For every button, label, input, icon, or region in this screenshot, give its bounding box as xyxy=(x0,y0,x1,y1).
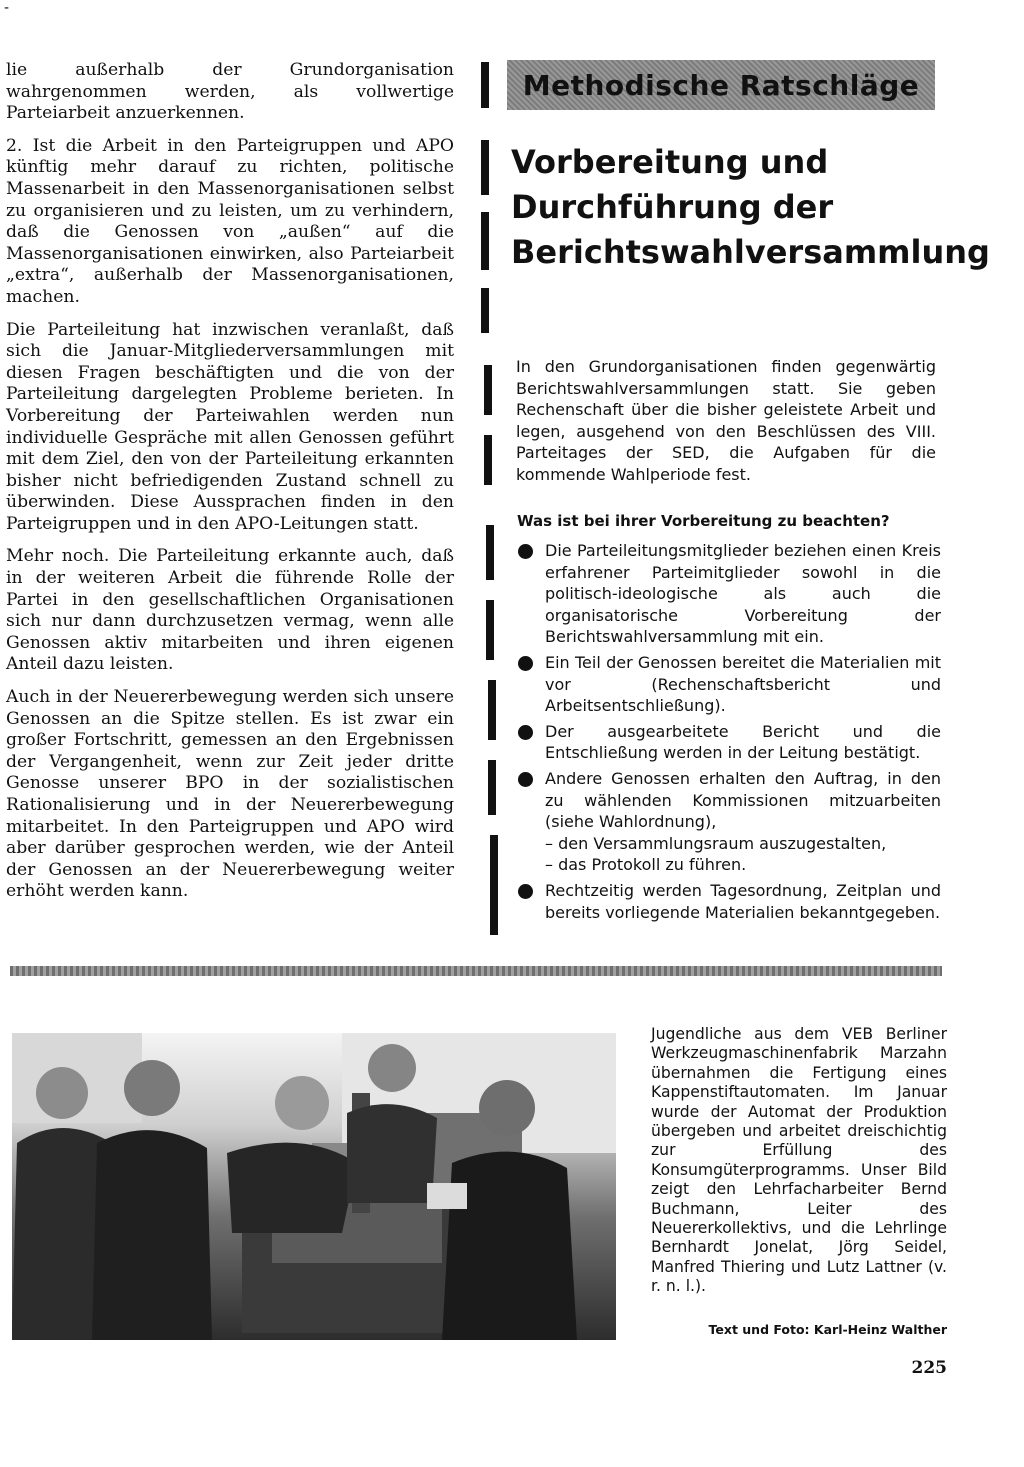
list-item-text: Der ausgearbeitete Bericht und die Entschließung werden in der Leitung bestätigt. xyxy=(545,721,941,763)
person-body xyxy=(347,1104,437,1203)
left-paragraph: 2. Ist die Arbeit in den Parteigruppen und APO künftig mehr darauf zu richten, politische Massenarbeit in den Massenorganisationen selbst zu organisieren und zu leisten, um zu verhindern, daß die Genossen von „außen“ auf die Massenorganisationen einwirken, also Parteiarbeit „extra“, außerhalb der Massenorganisationen, machen. xyxy=(6,135,454,307)
sub-item: – das Protokoll zu führen. xyxy=(545,855,747,875)
person-head xyxy=(479,1080,535,1136)
person-head xyxy=(368,1044,416,1092)
bullet-icon xyxy=(518,656,533,671)
person-body xyxy=(227,1143,357,1233)
vertical-rule xyxy=(481,62,489,108)
vertical-rule xyxy=(486,600,494,660)
photo-caption: Jugendliche aus dem VEB Berliner Werkzeugmaschinenfabrik Marzahn übernahmen die Fertigung eines Kappenstiftautomaten. Im Januar wurde der Automat der Produktion übergeben und arbeitet dreischichtig zur Erfüllung des Konsumgüterprogramms. Unser Bild zeigt den Lehrfacharbeiter Bernd Buchmann, Leiter des Neuererkollektivs, und die Lehrlinge Bernhardt Jonelat, Jörg Seidel, Manfred Thiering und Lutz Lattner (v. r. n. l.). xyxy=(651,1025,947,1296)
corner-mark: - xyxy=(4,0,10,16)
vertical-rule xyxy=(484,435,492,485)
article-headline: Vorbereitung und Durchführung der Berichtswahlversammlung xyxy=(511,143,990,271)
vertical-rule xyxy=(488,760,496,815)
list-item-text: Rechtzeitig werden Tagesordnung, Zeitplan und bereits vorliegende Materialien bekanntgegeben. xyxy=(545,880,941,922)
person-head xyxy=(275,1076,329,1130)
page-number: 225 xyxy=(911,1358,947,1378)
bullet-icon xyxy=(518,884,533,899)
vertical-rule xyxy=(481,140,489,195)
list-item-text: Andere Genossen erhalten den Auftrag, in den zu wählenden Kommissionen mitzuarbeiten (siehe Wahlordnung), xyxy=(545,768,941,832)
vertical-rule xyxy=(484,365,492,415)
photo-illustration xyxy=(12,1033,616,1340)
left-paragraph: Die Parteileitung hat inzwischen veranlaßt, daß sich die Januar-Mitgliederversammlungen mit diesen Fragen beschäftigten und die von der Parteileitung dargelegten Probleme berieten. In Vorbereitung der Parteiwahlen werden nun individuelle Gespräche mit allen Genossen geführt mit dem Ziel, den von der Parteileitung erkannten bisher nicht befriedigenden Zustand schnell zu überwinden. Diese Aussprachen finden in den Parteigruppen und in den APO-Leitungen statt. xyxy=(6,319,454,534)
list-item-text: Die Parteileitungsmitglieder beziehen einen Kreis erfahrener Parteimitglieder sowohl in die politisch-ideologische als auch die organisatorische Vorbereitung der Berichtswahlversammlung mit ein. xyxy=(545,541,941,647)
list-item xyxy=(515,540,941,648)
list-item xyxy=(515,652,941,717)
left-paragraph: Mehr noch. Die Parteileitung erkannte auch, daß in der weiteren Arbeit die führende Rolle der Partei in den gesellschaftlichen Organisationen sich nur dann durchzusetzen vermag, wenn alle Genossen aktiv mitarbeiten und ihren eigenen Anteil dazu leisten. xyxy=(6,546,454,675)
person-head xyxy=(124,1060,180,1116)
notepad xyxy=(427,1183,467,1209)
photo-credit: Text und Foto: Karl-Heinz Walther xyxy=(708,1322,947,1337)
vertical-rule xyxy=(486,525,494,580)
list-item xyxy=(515,880,941,923)
workshop-photo xyxy=(12,1033,616,1340)
list-item xyxy=(515,768,941,876)
vertical-rule xyxy=(488,680,496,740)
checklist xyxy=(515,540,941,927)
article-subhead: Was ist bei ihrer Vorbereitung zu beachten? xyxy=(517,512,890,530)
bullet-icon xyxy=(518,725,533,740)
left-column xyxy=(6,60,454,914)
section-rubric: Methodische Ratschläge xyxy=(507,60,935,110)
list-item-text: Ein Teil der Genossen bereitet die Materialien mit vor (Rechenschaftsbericht und Arbeitsentschließung). xyxy=(545,652,941,716)
vertical-rule xyxy=(481,212,489,270)
bullet-icon xyxy=(518,544,533,559)
vertical-rule xyxy=(481,288,489,333)
article-intro: In den Grundorganisationen finden gegenwärtig Berichtswahlversammlungen statt. Sie geben Rechenschaft über die bisher geleistete Arbeit und legen, ausgehend von den Beschlüssen des VIII. Parteitages der SED, die Aufgaben für die kommende Wahlperiode fest. xyxy=(516,357,936,484)
person-body xyxy=(92,1130,212,1340)
person-body xyxy=(442,1152,577,1340)
left-paragraph: lie außerhalb der Grundorganisation wahrgenommen werden, als vollwertige Parteiarbeit anzuerkennen. xyxy=(6,60,454,124)
vertical-rule xyxy=(490,835,498,935)
left-paragraph: Auch in der Neuererbewegung werden sich unsere Genossen an die Spitze stellen. Es ist zwar ein großer Fortschritt, gemessen an den Ergebnissen der Vergangenheit, wenn zur Zeit jeder dritte Genosse unserer BPO in der sozialistischen Rationalisierung und in der Neuererbewegung mitarbeitet. In den Parteigruppen und APO wird aber darüber gesprochen werden, wie der Anteil der Genossen an der Neuererbewegung weiter erhöht werden kann. xyxy=(6,687,454,902)
person-head xyxy=(36,1067,88,1119)
bullet-icon xyxy=(518,772,533,787)
list-item xyxy=(515,721,941,764)
sub-item: – den Versammlungsraum auszugestalten, xyxy=(545,833,887,853)
section-separator xyxy=(10,966,942,976)
